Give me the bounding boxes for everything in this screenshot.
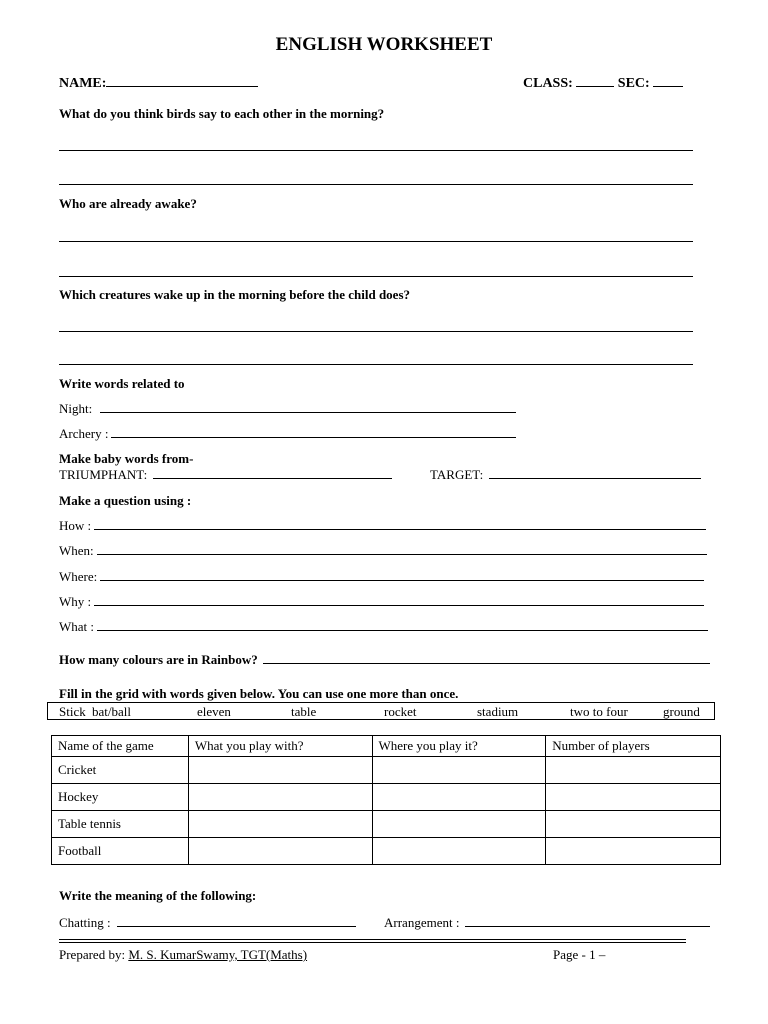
word-bank-item: stadium bbox=[477, 704, 519, 719]
game-name-cell: Hockey bbox=[52, 784, 189, 811]
table-row bbox=[52, 784, 721, 811]
grid-instruction: Fill in the grid with words given below. You can use one more than once. bbox=[59, 686, 459, 701]
archery-field[interactable] bbox=[59, 426, 516, 442]
what-label: What : bbox=[59, 619, 95, 634]
answer-cell[interactable] bbox=[546, 784, 721, 811]
word-bank-item: Stick bbox=[59, 704, 86, 719]
table-header-row bbox=[52, 736, 721, 757]
where-blank[interactable] bbox=[100, 569, 704, 581]
rainbow-field[interactable] bbox=[59, 652, 710, 668]
target-label: TARGET: bbox=[430, 467, 484, 482]
night-field[interactable] bbox=[59, 401, 516, 417]
rainbow-question: How many colours are in Rainbow? bbox=[59, 652, 258, 667]
word-bank-item: rocket bbox=[384, 704, 417, 719]
answer-cell[interactable] bbox=[546, 811, 721, 838]
class-blank[interactable] bbox=[576, 74, 614, 87]
how-field[interactable] bbox=[59, 518, 706, 534]
page-number: Page - 1 – bbox=[553, 947, 606, 962]
table-header-cell: Number of players bbox=[546, 736, 721, 757]
what-blank[interactable] bbox=[97, 619, 708, 631]
what-field[interactable] bbox=[59, 619, 708, 635]
answer-line[interactable] bbox=[59, 364, 693, 365]
archery-blank[interactable] bbox=[111, 426, 516, 438]
question-1: What do you think birds say to each other in the morning? bbox=[59, 106, 385, 121]
table-row bbox=[52, 811, 721, 838]
table-row bbox=[52, 757, 721, 784]
answer-line[interactable] bbox=[59, 184, 693, 185]
footer-divider bbox=[59, 939, 686, 940]
answer-cell[interactable] bbox=[188, 757, 372, 784]
answer-cell[interactable] bbox=[188, 784, 372, 811]
archery-label: Archery : bbox=[59, 426, 109, 441]
when-blank[interactable] bbox=[97, 543, 707, 555]
arrangement-label: Arrangement : bbox=[384, 915, 460, 930]
page-title: ENGLISH WORKSHEET bbox=[275, 34, 493, 55]
footer-prepared bbox=[59, 947, 307, 963]
why-field[interactable] bbox=[59, 594, 704, 610]
why-label: Why : bbox=[59, 594, 92, 609]
meaning-heading: Write the meaning of the following: bbox=[59, 888, 257, 903]
when-field[interactable] bbox=[59, 543, 707, 559]
night-blank[interactable] bbox=[100, 401, 516, 413]
answer-cell[interactable] bbox=[546, 838, 721, 865]
word-bank-item: table bbox=[291, 704, 317, 719]
table-header-cell: What you play with? bbox=[188, 736, 372, 757]
triumphant-blank[interactable] bbox=[153, 467, 392, 479]
how-blank[interactable] bbox=[94, 518, 706, 530]
target-field[interactable] bbox=[430, 467, 701, 483]
why-blank[interactable] bbox=[94, 594, 704, 606]
footer-divider bbox=[59, 942, 686, 943]
game-name-cell: Cricket bbox=[52, 757, 189, 784]
name-label: NAME: bbox=[59, 76, 107, 91]
table-header-cell: Where you play it? bbox=[372, 736, 546, 757]
question-words-heading: Make a question using : bbox=[59, 493, 192, 508]
name-field[interactable] bbox=[59, 74, 258, 92]
answer-line[interactable] bbox=[59, 331, 693, 332]
answer-cell[interactable] bbox=[372, 811, 546, 838]
sec-blank[interactable] bbox=[653, 74, 683, 87]
word-bank-item: bat/ball bbox=[92, 704, 131, 719]
class-sec-fields bbox=[523, 74, 683, 92]
word-bank-item: two to four bbox=[570, 704, 628, 719]
answer-cell[interactable] bbox=[372, 757, 546, 784]
when-label: When: bbox=[59, 543, 94, 558]
rainbow-blank[interactable] bbox=[263, 652, 710, 664]
target-blank[interactable] bbox=[489, 467, 701, 479]
chatting-blank[interactable] bbox=[117, 915, 356, 927]
how-label: How : bbox=[59, 518, 92, 533]
arrangement-field[interactable] bbox=[384, 915, 710, 931]
prepared-label: Prepared by: bbox=[59, 947, 126, 962]
answer-cell[interactable] bbox=[372, 784, 546, 811]
name-blank[interactable] bbox=[106, 74, 258, 87]
chatting-label: Chatting : bbox=[59, 915, 111, 930]
answer-line[interactable] bbox=[59, 150, 693, 151]
word-bank bbox=[47, 702, 715, 720]
answer-cell[interactable] bbox=[188, 811, 372, 838]
class-label: CLASS: bbox=[523, 76, 573, 91]
arrangement-blank[interactable] bbox=[465, 915, 710, 927]
table-row bbox=[52, 838, 721, 865]
answer-cell[interactable] bbox=[372, 838, 546, 865]
triumphant-field[interactable] bbox=[59, 467, 392, 483]
chatting-field[interactable] bbox=[59, 915, 356, 931]
game-name-cell: Football bbox=[52, 838, 189, 865]
question-2: Who are already awake? bbox=[59, 196, 197, 211]
answer-cell[interactable] bbox=[188, 838, 372, 865]
night-label: Night: bbox=[59, 401, 93, 416]
game-name-cell: Table tennis bbox=[52, 811, 189, 838]
triumphant-label: TRIUMPHANT: bbox=[59, 467, 148, 482]
table-header-cell: Name of the game bbox=[52, 736, 189, 757]
answer-line[interactable] bbox=[59, 241, 693, 242]
word-bank-item: ground bbox=[663, 704, 700, 719]
baby-words-heading: Make baby words from- bbox=[59, 451, 194, 466]
question-3: Which creatures wake up in the morning before the child does? bbox=[59, 287, 411, 302]
games-grid bbox=[51, 735, 721, 865]
author-name: M. S. KumarSwamy, TGT(Maths) bbox=[128, 947, 308, 962]
where-label: Where: bbox=[59, 569, 98, 584]
answer-line[interactable] bbox=[59, 276, 693, 277]
related-words-heading: Write words related to bbox=[59, 376, 185, 391]
word-bank-item: eleven bbox=[197, 704, 231, 719]
where-field[interactable] bbox=[59, 569, 704, 585]
sec-label: SEC: bbox=[617, 76, 650, 91]
answer-cell[interactable] bbox=[546, 757, 721, 784]
